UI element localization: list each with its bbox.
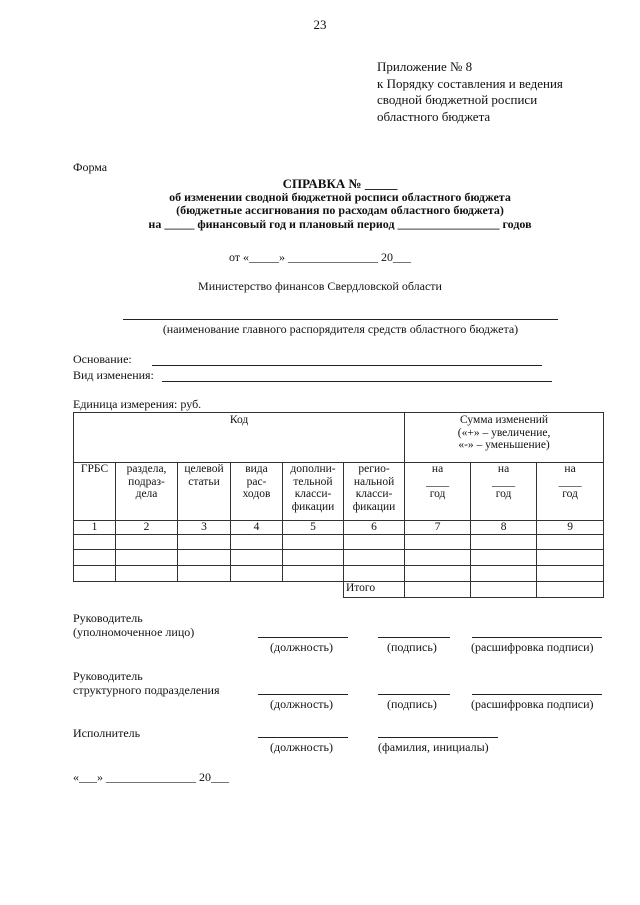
column-header-line: на <box>431 463 444 475</box>
title-line: об изменении сводной бюджетной росписи областного бюджета <box>169 189 511 204</box>
column-number: 4 <box>231 521 283 535</box>
table-cell[interactable] <box>344 535 405 550</box>
column-header-line: на <box>564 463 576 475</box>
column-number-row <box>74 521 604 535</box>
head-label-line: Руководитель <box>73 611 143 625</box>
basis-label: Основание: <box>73 352 132 366</box>
column-number: 8 <box>471 521 537 535</box>
table-cell[interactable] <box>116 550 178 566</box>
column-header-year-2 <box>471 463 537 521</box>
column-header-line: год <box>429 488 446 500</box>
decode-hint: (расшифровка подписи) <box>471 640 594 654</box>
appendix-reference <box>377 59 563 125</box>
structural-position-line[interactable] <box>258 694 348 695</box>
column-number: 5 <box>283 521 344 535</box>
table-cell[interactable] <box>116 566 178 582</box>
column-number: 3 <box>178 521 231 535</box>
title-line: (бюджетные ассигнования по расходам областного бюджета) <box>176 203 504 217</box>
basis-field-line[interactable] <box>152 365 542 366</box>
position-hint: (должность) <box>270 697 333 711</box>
table-cell[interactable] <box>471 535 537 550</box>
document-date: от «_____» _______________ 20___ <box>228 250 412 264</box>
table-row[interactable] <box>74 550 604 566</box>
column-header-grbs <box>74 463 116 521</box>
structural-decode-line[interactable] <box>472 694 602 695</box>
structural-label-line: Руководитель <box>73 669 143 683</box>
table-cell[interactable] <box>178 566 231 582</box>
page-number: 23 <box>313 17 327 32</box>
table-cell[interactable] <box>116 535 178 550</box>
total-cell[interactable] <box>471 582 537 598</box>
table-cell[interactable] <box>405 566 471 582</box>
unit-of-measure: Единица измерения: руб. <box>73 397 202 411</box>
column-header-line: год <box>495 488 512 500</box>
table-cell-empty <box>283 582 344 598</box>
column-header-line: целевой <box>184 463 224 475</box>
position-hint: (должность) <box>270 640 333 654</box>
column-header-expense-type <box>231 463 283 521</box>
distributor-field-line[interactable] <box>123 319 558 320</box>
table-cell[interactable] <box>74 535 116 550</box>
structural-label-line: структурного подразделения <box>73 683 220 697</box>
column-number: 1 <box>74 521 116 535</box>
column-header-line: фикации <box>291 500 335 513</box>
table-cell[interactable] <box>471 566 537 582</box>
column-header-line: ходов <box>242 488 271 500</box>
signature-hint: (подпись) <box>387 697 437 711</box>
column-header-line: подраз- <box>128 475 165 488</box>
table-row[interactable] <box>74 566 604 582</box>
column-header-regional <box>344 463 405 521</box>
head-label-line: (уполномоченное лицо) <box>73 625 195 639</box>
head-label <box>73 611 194 639</box>
executor-name-line[interactable] <box>378 737 498 738</box>
appendix-line: Приложение № 8 <box>377 59 473 74</box>
signature-hint: (подпись) <box>387 640 437 654</box>
table-cell[interactable] <box>405 535 471 550</box>
table-cell[interactable] <box>537 535 604 550</box>
distributor-hint: (наименование главного распорядителя средств областного бюджета) <box>162 322 519 336</box>
table-cell-empty <box>74 582 116 598</box>
decode-hint: (расшифровка подписи) <box>471 697 594 711</box>
executor-label: Исполнитель <box>73 726 141 740</box>
column-header-year-1 <box>405 463 471 521</box>
table-cell[interactable] <box>283 535 344 550</box>
column-header-target <box>178 463 231 521</box>
change-type-label: Вид изменения: <box>73 368 154 382</box>
name-hint: (фамилия, инициалы) <box>378 740 489 754</box>
table-cell[interactable] <box>231 566 283 582</box>
appendix-line: к Порядку составления и ведения <box>377 75 563 91</box>
total-cell[interactable] <box>405 582 471 598</box>
table-cell-empty <box>116 582 178 598</box>
table-cell[interactable] <box>344 566 405 582</box>
position-hint: (должность) <box>270 740 333 754</box>
table-cell[interactable] <box>283 550 344 566</box>
structural-signature-line[interactable] <box>378 694 450 695</box>
column-header-line: дела <box>135 488 158 500</box>
ministry-name: Министерство финансов Свердловской области <box>198 279 442 293</box>
table-cell[interactable] <box>405 550 471 566</box>
table-cell[interactable] <box>178 535 231 550</box>
head-position-line[interactable] <box>258 637 348 638</box>
total-label: Итого <box>344 582 405 598</box>
table-cell-empty <box>178 582 231 598</box>
column-number: 9 <box>537 521 604 535</box>
column-number: 7 <box>405 521 471 535</box>
column-number: 6 <box>344 521 405 535</box>
appendix-line: областного бюджета <box>377 108 491 124</box>
executor-position-line[interactable] <box>258 737 348 738</box>
head-signature-line[interactable] <box>378 637 450 638</box>
sum-header <box>405 413 604 463</box>
table-cell[interactable] <box>344 550 405 566</box>
column-header-line: статьи <box>188 475 220 488</box>
column-header-line: ____ <box>492 475 516 488</box>
changes-table <box>73 412 604 598</box>
table-cell[interactable] <box>231 535 283 550</box>
table-total-row <box>74 582 604 598</box>
form-label: Форма <box>73 160 108 174</box>
sum-header-line: («+» – увеличение, <box>457 426 551 439</box>
table-cell[interactable] <box>471 550 537 566</box>
change-type-field-line[interactable] <box>162 381 552 382</box>
column-header-line: ГРБС <box>80 463 109 475</box>
title-line: на _____ финансовый год и плановый период _________________ годов <box>148 216 532 231</box>
table-header-row <box>74 413 604 463</box>
column-header-line: фикации <box>352 500 396 513</box>
table-cell[interactable] <box>537 566 604 582</box>
footer-date: «___» _______________ 20___ <box>73 770 229 784</box>
column-header-line: год <box>562 488 578 500</box>
column-header-line: на <box>497 463 510 475</box>
column-header-line: тельной <box>293 475 333 488</box>
column-header-line: рас- <box>246 475 267 488</box>
table-cell[interactable] <box>537 550 604 566</box>
column-number: 2 <box>116 521 178 535</box>
column-header-line: ____ <box>558 475 582 488</box>
table-row[interactable] <box>74 535 604 550</box>
document-title <box>70 177 610 231</box>
table-cell[interactable] <box>74 566 116 582</box>
appendix-line: сводной бюджетной росписи <box>377 92 538 107</box>
table-cell[interactable] <box>178 550 231 566</box>
column-header-line: ____ <box>426 475 450 488</box>
column-header-line: вида <box>245 463 268 475</box>
column-header-year-3 <box>537 463 604 521</box>
table-cell[interactable] <box>283 566 344 582</box>
table-cell[interactable] <box>74 550 116 566</box>
sum-header-line: Сумма изменений <box>460 414 549 426</box>
column-header-line: класси- <box>355 488 393 500</box>
table-cell-empty <box>231 582 283 598</box>
total-cell[interactable] <box>537 582 604 598</box>
table-cell[interactable] <box>231 550 283 566</box>
title-line: СПРАВКА № _____ <box>282 176 398 191</box>
column-header-line: нальной <box>353 475 395 488</box>
column-header-additional <box>283 463 344 521</box>
structural-head-label <box>73 669 220 697</box>
column-header-line: дополни- <box>290 463 336 475</box>
column-header-section <box>116 463 178 521</box>
column-header-line: раздела, <box>126 463 167 475</box>
table-subheader-row <box>74 463 604 521</box>
code-header: Код <box>74 413 405 463</box>
column-header-line: класси- <box>294 488 332 500</box>
sum-header-line: «-» – уменьшение) <box>458 439 550 451</box>
head-decode-line[interactable] <box>472 637 602 638</box>
column-header-line: регио- <box>358 463 390 475</box>
